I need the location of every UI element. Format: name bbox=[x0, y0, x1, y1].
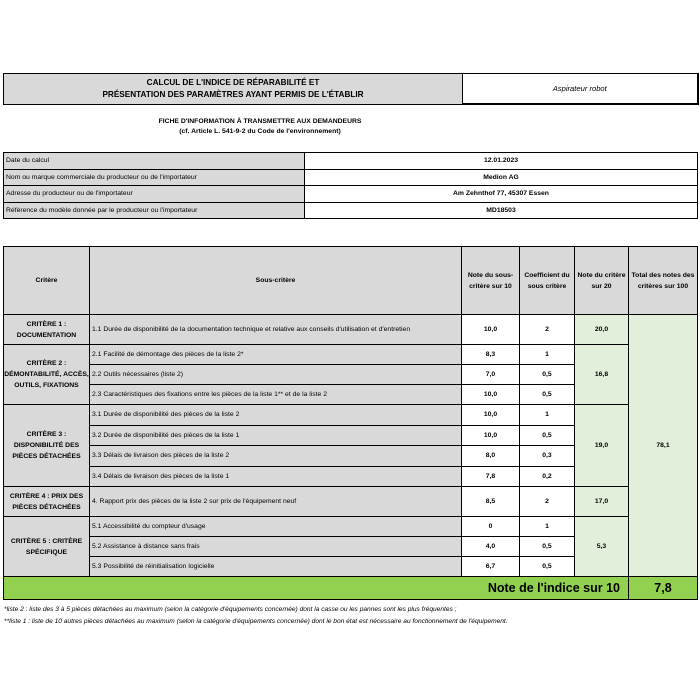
subcriterion-label: 5.2 Assistance à distance sans frais bbox=[90, 537, 462, 557]
footnote-list-2: *liste 2 : liste des 3 à 5 pièces détachées au maximum (selon la catégorie d'équipements concernée) dont la casse ou les pannes sont les plus fréquentes ; bbox=[4, 606, 457, 613]
subcriterion-label: 2.1 Facilité de démontage des pièces de la liste 2* bbox=[90, 345, 462, 365]
info-row bbox=[4, 186, 698, 203]
subcriterion-coefficient: 0,5 bbox=[520, 425, 575, 446]
criterion-4-note: 17,0 bbox=[575, 487, 629, 517]
subcriterion-label: 3.3 Délais de livraison des pièces de la liste 2 bbox=[90, 446, 462, 467]
subcriterion-coefficient: 0,3 bbox=[520, 446, 575, 467]
header-subcriterion: Sous-critère bbox=[90, 247, 462, 315]
final-score-row bbox=[4, 577, 698, 600]
subcriterion-note: 10,0 bbox=[462, 315, 520, 345]
criterion-5-name: CRITÈRE 5 : CRITÈRE SPÉCIFIQUE bbox=[4, 517, 90, 577]
title-line-1: CALCUL DE L'INDICE DE RÉPARABILITÉ ET bbox=[146, 77, 320, 87]
subcriterion-label: 3.2 Durée de disponibilité des pièces de la liste 1 bbox=[90, 425, 462, 446]
header-table bbox=[3, 73, 699, 105]
info-label: Date du calcul bbox=[4, 153, 305, 170]
info-value: 12.01.2023 bbox=[305, 153, 698, 170]
subcriterion-note: 8,0 bbox=[462, 446, 520, 467]
subcriterion-coefficient: 1 bbox=[520, 405, 575, 426]
criterion-2-note: 16,8 bbox=[575, 345, 629, 405]
subtitle-line-2: (cf. Article L. 541-9-2 du Code de l'environnement) bbox=[179, 128, 341, 135]
subcriterion-note: 8,5 bbox=[462, 487, 520, 517]
subcriterion-coefficient: 0,2 bbox=[520, 466, 575, 487]
total-score: 78,1 bbox=[629, 315, 698, 577]
final-score-value: 7,8 bbox=[629, 577, 698, 600]
subcriterion-label: 4. Rapport prix des pièces de la liste 2 sur prix de l'équipement neuf bbox=[90, 487, 462, 517]
subcriterion-label: 2.3 Caractéristiques des fixations entre les pièces de la liste 1** et de la liste 2 bbox=[90, 385, 462, 405]
subcriterion-label: 3.1 Durée de disponibilité des pièces de la liste 2 bbox=[90, 405, 462, 426]
form-subtitle bbox=[60, 117, 460, 137]
table-row bbox=[4, 315, 698, 345]
subcriterion-note: 7,0 bbox=[462, 365, 520, 385]
info-value: Medion AG bbox=[305, 169, 698, 186]
subcriterion-coefficient: 2 bbox=[520, 487, 575, 517]
final-score-label: Note de l'indice sur 10 bbox=[4, 577, 629, 600]
subcriterion-coefficient: 0,5 bbox=[520, 537, 575, 557]
info-table bbox=[3, 152, 698, 219]
criterion-1-name: CRITÈRE 1 : DOCUMENTATION bbox=[4, 315, 90, 345]
subcriterion-note: 10,0 bbox=[462, 425, 520, 446]
info-row bbox=[4, 153, 698, 170]
title-line-2: PRÉSENTATION DES PARAMÈTRES AYANT PERMIS DE L'ÉTABLIR bbox=[102, 89, 364, 99]
subcriterion-coefficient: 0,5 bbox=[520, 385, 575, 405]
subcriterion-note: 0 bbox=[462, 517, 520, 537]
header-coefficient: Coefficient du sous critère bbox=[520, 247, 575, 315]
subcriterion-coefficient: 0,5 bbox=[520, 557, 575, 577]
subcriterion-note: 7,8 bbox=[462, 466, 520, 487]
subcriterion-note: 6,7 bbox=[462, 557, 520, 577]
document-title bbox=[4, 74, 463, 105]
info-value: MD18503 bbox=[305, 202, 698, 219]
subtitle-line-1: FICHE D'INFORMATION À TRANSMETTRE AUX DEMANDEURS bbox=[158, 118, 362, 125]
criterion-2-name: CRITÈRE 2 : DÉMONTABILITÉ, ACCÈS, OUTILS, FIXATIONS bbox=[4, 345, 90, 405]
info-label: Référence du modèle donnée par le producteur ou l'importateur bbox=[4, 202, 305, 219]
table-row bbox=[4, 405, 698, 426]
criterion-3-name: CRITÈRE 3 : DISPONIBILITÉ DES PIÈCES DÉTACHÉES bbox=[4, 405, 90, 487]
table-row bbox=[4, 517, 698, 537]
info-row bbox=[4, 169, 698, 186]
criterion-1-note: 20,0 bbox=[575, 315, 629, 345]
subcriterion-coefficient: 1 bbox=[520, 345, 575, 365]
subcriterion-coefficient: 2 bbox=[520, 315, 575, 345]
subcriterion-label: 3.4 Délais de livraison des pièces de la liste 1 bbox=[90, 466, 462, 487]
footnotes bbox=[4, 604, 698, 628]
info-value: Am Zehnthof 77, 45307 Essen bbox=[305, 186, 698, 203]
subcriterion-note: 4,0 bbox=[462, 537, 520, 557]
subcriterion-note: 10,0 bbox=[462, 405, 520, 426]
scoring-table bbox=[3, 246, 698, 600]
subcriterion-coefficient: 0,5 bbox=[520, 365, 575, 385]
header-note-10: Note du sous-critère sur 10 bbox=[462, 247, 520, 315]
criterion-3-note: 19,0 bbox=[575, 405, 629, 487]
header-total-100: Total des notes des critères sur 100 bbox=[629, 247, 698, 315]
subcriterion-label: 1.1 Durée de disponibilité de la documentation technique et relative aux conseils d'utilisation et d'entretien bbox=[90, 315, 462, 345]
info-label: Adresse du producteur ou de l'importateur bbox=[4, 186, 305, 203]
header-note-20: Note du critère sur 20 bbox=[575, 247, 629, 315]
footnote-list-1: **liste 1 : liste de 10 autres pièces détachées au maximum (selon la catégorie d'équipements concernée) dont le bon état est nécessaire au fonctionnement de l'équipement. bbox=[4, 618, 508, 625]
table-row bbox=[4, 487, 698, 517]
subcriterion-note: 8,3 bbox=[462, 345, 520, 365]
header-criterion: Critère bbox=[4, 247, 90, 315]
criterion-4-name: CRITÈRE 4 : PRIX DES PIÈCES DÉTACHÉES bbox=[4, 487, 90, 517]
subcriterion-label: 5.1 Accessibilité du compteur d'usage bbox=[90, 517, 462, 537]
subcriterion-note: 10,0 bbox=[462, 385, 520, 405]
subcriterion-label: 5.3 Possibilité de réinitialisation logicielle bbox=[90, 557, 462, 577]
header-row bbox=[4, 247, 698, 315]
info-row bbox=[4, 202, 698, 219]
info-label: Nom ou marque commerciale du producteur ou de l'importateur bbox=[4, 169, 305, 186]
subcriterion-label: 2.2 Outils nécessaires (liste 2) bbox=[90, 365, 462, 385]
criterion-5-note: 5,3 bbox=[575, 517, 629, 577]
product-type: Aspirateur robot bbox=[463, 74, 698, 105]
table-row bbox=[4, 345, 698, 365]
subcriterion-coefficient: 1 bbox=[520, 517, 575, 537]
